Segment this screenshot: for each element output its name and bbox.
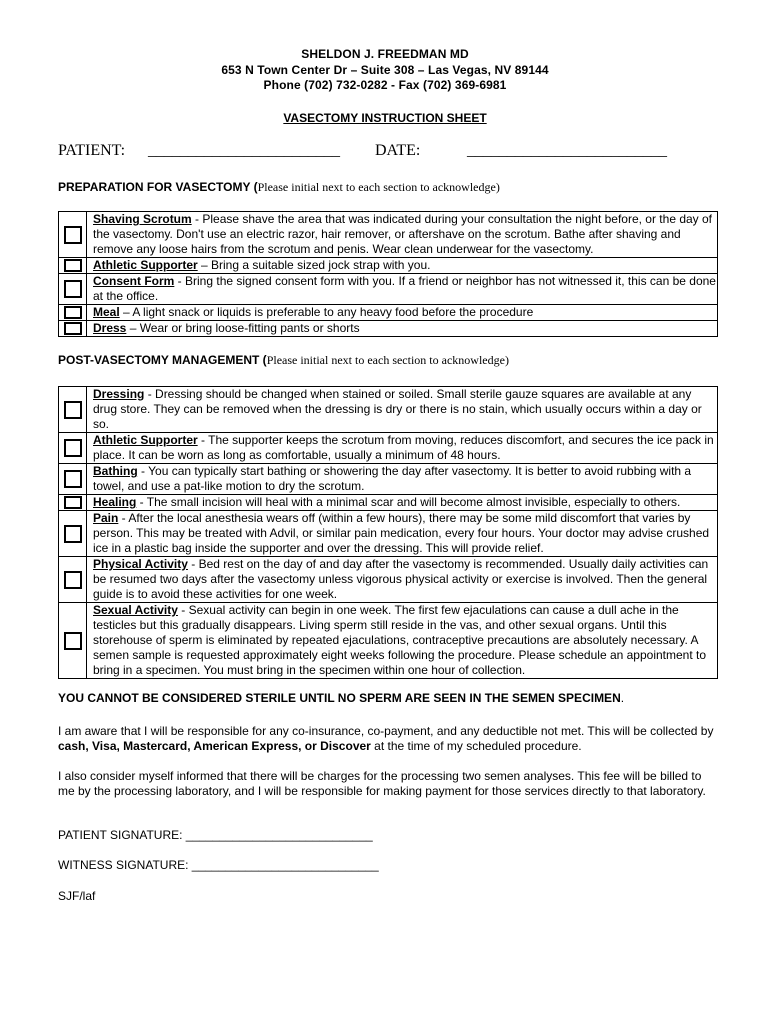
item-term: Consent Form xyxy=(93,274,175,288)
preparation-heading-text: PREPARATION FOR VASECTOMY ( xyxy=(58,180,258,194)
initial-checkbox[interactable] xyxy=(64,525,82,543)
post-heading-text: POST-VASECTOMY MANAGEMENT ( xyxy=(58,353,267,367)
table-row xyxy=(59,305,718,321)
preparation-heading-note: Please initial next to each section to acknowledge) xyxy=(257,180,500,194)
sterility-warning-period: . xyxy=(620,691,625,705)
initials: SJF/laf xyxy=(58,889,96,903)
post-heading-note: Please initial next to each section to acknowledge) xyxy=(266,353,509,367)
item-term: Pain xyxy=(93,511,119,525)
document-title: VASECTOMY INSTRUCTION SHEET xyxy=(283,111,487,125)
office-phone-fax: Phone (702) 732-0282 - Fax (702) 369-6981 xyxy=(263,78,507,92)
sterility-warning xyxy=(58,691,718,706)
item-text: – A light snack or liquids is preferable to any heavy food before the procedure xyxy=(119,305,534,319)
item-term: Athletic Supporter xyxy=(93,258,198,272)
initial-checkbox[interactable] xyxy=(64,322,82,335)
initial-checkbox[interactable] xyxy=(64,470,82,488)
item-term: Healing xyxy=(93,495,137,509)
initial-checkbox[interactable] xyxy=(64,632,82,650)
initial-checkbox[interactable] xyxy=(64,571,82,589)
item-term: Meal xyxy=(93,305,120,319)
initial-checkbox[interactable] xyxy=(64,306,82,319)
payment-methods: cash, Visa, Mastercard, American Express, or Discover xyxy=(58,739,371,753)
initial-checkbox[interactable] xyxy=(64,496,82,509)
patient-date-row xyxy=(58,142,667,160)
item-term: Dressing xyxy=(93,387,145,401)
item-text: - You can typically start bathing or showering the day after vasectomy. It is better to avoid rubbing with a towel, and use a pat-like motion to dry the scrotum. xyxy=(93,464,692,493)
initial-checkbox[interactable] xyxy=(64,259,82,272)
office-address: 653 N Town Center Dr – Suite 308 – Las Vegas, NV 89144 xyxy=(221,63,549,77)
table-row xyxy=(59,433,718,464)
witness-signature-line[interactable]: WITNESS SIGNATURE: ____________________________ xyxy=(58,858,379,872)
table-row xyxy=(59,258,718,274)
table-row xyxy=(59,511,718,557)
payment-text-end: at the time of my scheduled procedure. xyxy=(370,739,582,753)
item-text: – Wear or bring loose-fitting pants or shorts xyxy=(126,321,360,335)
post-vasectomy-table xyxy=(58,386,718,679)
table-row xyxy=(59,212,718,258)
table-row xyxy=(59,495,718,511)
item-text: - Dressing should be changed when stained or soiled. Small sterile gauze squares are available at any drug store. They can be removed when the dressing is dry or there is no stain, which usually occurs within a day or so. xyxy=(93,387,702,431)
item-term: Sexual Activity xyxy=(93,603,178,617)
item-text: - Bring the signed consent form with you. If a friend or neighbor has not witnessed it, this can be done at the office. xyxy=(93,274,716,303)
preparation-table xyxy=(58,211,718,337)
date-blank[interactable]: _________________________ xyxy=(467,142,667,159)
patient-label: PATIENT: xyxy=(58,142,126,159)
item-term: Physical Activity xyxy=(93,557,188,571)
item-text: – Bring a suitable sized jock strap with you. xyxy=(197,258,431,272)
item-text: - Sexual activity can begin in one week. The first few ejaculations can cause a dull ache in the testicles but this gradually disappears. Living sperm still reside in the vas, and other sexual organs. Until this storehouse of sperm is eliminated by repeated ejaculations, contraceptive precautions are absolutely necessary. A semen sample is requested approximately eight weeks following the procedure. Please schedule an appointment to bring in a specimen. You must bring in the specimen within one hour of collection. xyxy=(93,603,707,677)
initial-checkbox[interactable] xyxy=(64,280,82,298)
item-text: - The supporter keeps the scrotum from moving, reduces discomfort, and secures the ice pack in place. It can be worn as long as comfortable, usually a minimum of 48 hours. xyxy=(93,433,714,462)
patient-signature-line[interactable]: PATIENT SIGNATURE: ____________________________ xyxy=(58,828,373,842)
doctor-name: SHELDON J. FREEDMAN MD xyxy=(301,47,469,61)
item-term: Shaving Scrotum xyxy=(93,212,192,226)
item-term: Bathing xyxy=(93,464,138,478)
table-row xyxy=(59,603,718,679)
patient-name-blank[interactable]: ________________________ xyxy=(148,142,340,159)
payment-text-start: I am aware that I will be responsible for any co-insurance, co-payment, and any deductible not met. This will be collected by xyxy=(58,724,714,738)
item-text: - Please shave the area that was indicated during your consultation the night before, or the day of the vasectomy. Don't use an electric razor, hair remover, or aftershave on the scrotum. Bathe after shaving and remove any loose hairs from the scrotum and penis. Wear clean underwear for the vasectomy. xyxy=(93,212,713,256)
table-row xyxy=(59,557,718,603)
item-term: Dress xyxy=(93,321,127,335)
item-text: - Bed rest on the day of and day after the vasectomy is recommended. Usually daily activities can be resumed two days after the vasectomy unless vigorous physical activity or exercise is involved. Then the general guide is to avoid these activities for one week. xyxy=(93,557,709,601)
item-term: Athletic Supporter xyxy=(93,433,198,447)
payment-paragraph xyxy=(58,724,718,754)
item-text: - After the local anesthesia wears off (within a few hours), there may be some mild discomfort that varies by person. This may be treated with Advil, or similar pain medication, every four hours. Your doctor may advise crushed ice in a plastic bag inside the supporter and over the dressing. This will provide relief. xyxy=(93,511,710,555)
post-vasectomy-heading xyxy=(58,353,509,368)
initial-checkbox[interactable] xyxy=(64,439,82,457)
table-row xyxy=(59,464,718,495)
preparation-heading xyxy=(58,180,500,195)
lab-charges-paragraph: I also consider myself informed that there will be charges for the processing two semen analyses. This fee will be billed to me by the processing laboratory, and I will be responsible for making payment for those services directly to that laboratory. xyxy=(58,769,706,798)
table-row xyxy=(59,321,718,337)
sterility-warning-text: YOU CANNOT BE CONSIDERED STERILE UNTIL NO SPERM ARE SEEN IN THE SEMEN SPECIMEN xyxy=(58,691,621,705)
item-text: - The small incision will heal with a minimal scar and will become almost invisible, especially to others. xyxy=(136,495,681,509)
date-label: DATE: xyxy=(375,142,421,159)
initial-checkbox[interactable] xyxy=(64,226,82,244)
table-row xyxy=(59,274,718,305)
table-row xyxy=(59,387,718,433)
initial-checkbox[interactable] xyxy=(64,401,82,419)
